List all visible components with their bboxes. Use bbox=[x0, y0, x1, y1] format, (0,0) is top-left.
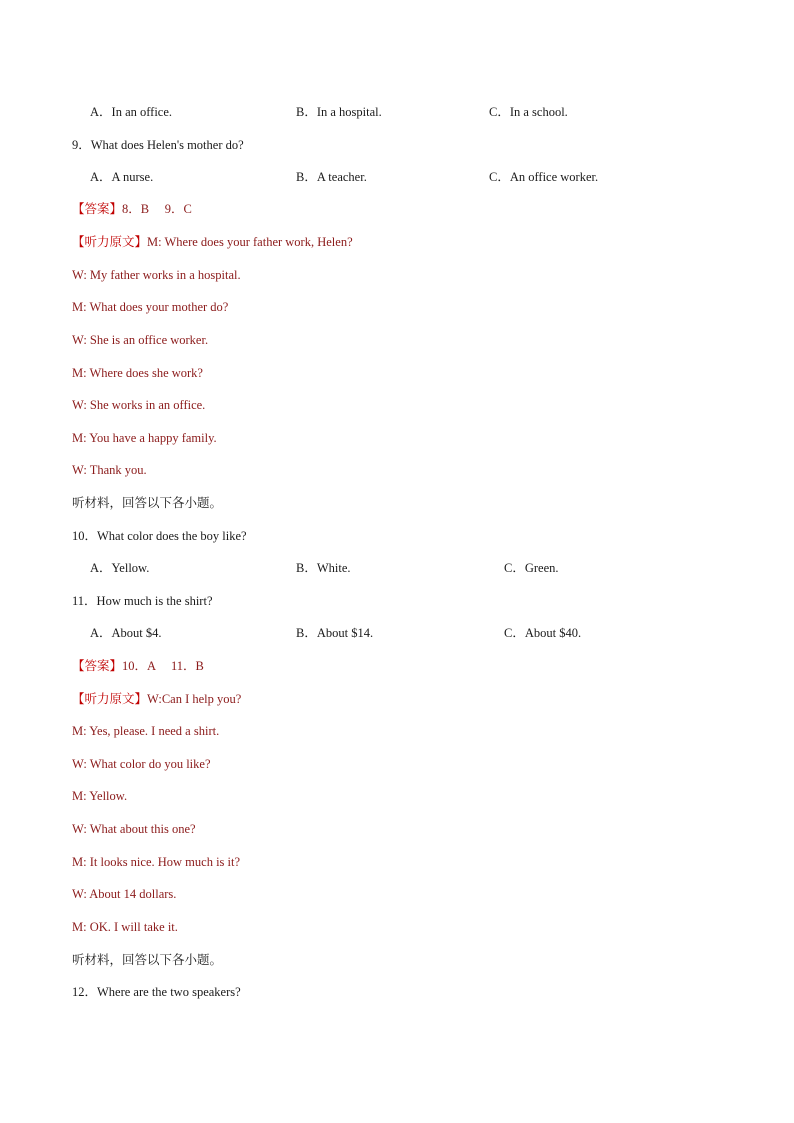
answer-tag: 【答案】 bbox=[72, 202, 123, 216]
answer-tag: 【答案】 bbox=[72, 659, 123, 673]
q11-option-b: B．About $14. bbox=[296, 626, 374, 640]
answer-line-2 bbox=[72, 658, 204, 674]
instruction: 听材料，回答以下各小题。 bbox=[72, 496, 223, 510]
script-line: W: She works in an office. bbox=[72, 398, 206, 412]
q10-question: 10．What color does the boy like? bbox=[72, 529, 247, 543]
script-tag: 【听力原文】 bbox=[72, 692, 148, 706]
q8-option-c: C．In a school. bbox=[489, 105, 568, 119]
script-line: W: Thank you. bbox=[72, 463, 147, 477]
q8-option-a: A．In an office. bbox=[90, 105, 173, 119]
q9-question: 9．What does Helen's mother do? bbox=[72, 138, 244, 152]
q10-option-c: C．Green. bbox=[504, 561, 559, 575]
script-tag: 【听力原文】 bbox=[72, 235, 148, 249]
script-line: M: Where does she work? bbox=[72, 366, 203, 380]
script-line: M: It looks nice. How much is it? bbox=[72, 855, 241, 869]
q8-option-b: B．In a hospital. bbox=[296, 105, 382, 119]
script-line: W: My father works in a hospital. bbox=[72, 268, 241, 282]
script-line: W: What color do you like? bbox=[72, 757, 211, 771]
script-line: M: Yes, please. I need a shirt. bbox=[72, 724, 220, 738]
script-line: W: She is an office worker. bbox=[72, 333, 209, 347]
script-line: M: What does your mother do? bbox=[72, 300, 229, 314]
script-line: W: About 14 dollars. bbox=[72, 887, 177, 901]
q9-option-c: C．An office worker. bbox=[489, 170, 599, 184]
instruction: 听材料，回答以下各小题。 bbox=[72, 953, 223, 967]
q9-option-b: B．A teacher. bbox=[296, 170, 367, 184]
q10-option-b: B．White. bbox=[296, 561, 351, 575]
script-first-line: M: Where does your father work, Helen? bbox=[147, 235, 353, 249]
script-line: M: You have a happy family. bbox=[72, 431, 217, 445]
answer-text: 10．A 11．B bbox=[122, 659, 204, 673]
q10-option-a: A．Yellow. bbox=[90, 561, 150, 575]
script-line: M: OK. I will take it. bbox=[72, 920, 178, 934]
script-first-line: W:Can I help you? bbox=[147, 692, 242, 706]
script-line: M: Yellow. bbox=[72, 789, 128, 803]
q9-option-a: A．A nurse. bbox=[90, 170, 154, 184]
script-line: W: What about this one? bbox=[72, 822, 196, 836]
q12-question: 12．Where are the two speakers? bbox=[72, 985, 241, 999]
q11-option-a: A．About $4. bbox=[90, 626, 162, 640]
q11-option-c: C．About $40. bbox=[504, 626, 582, 640]
listening-script-header-2 bbox=[72, 691, 241, 707]
answer-line-1 bbox=[72, 201, 192, 217]
listening-script-header-1 bbox=[72, 234, 353, 250]
answer-text: 8．B 9．C bbox=[122, 202, 192, 216]
q11-question: 11．How much is the shirt? bbox=[72, 594, 213, 608]
